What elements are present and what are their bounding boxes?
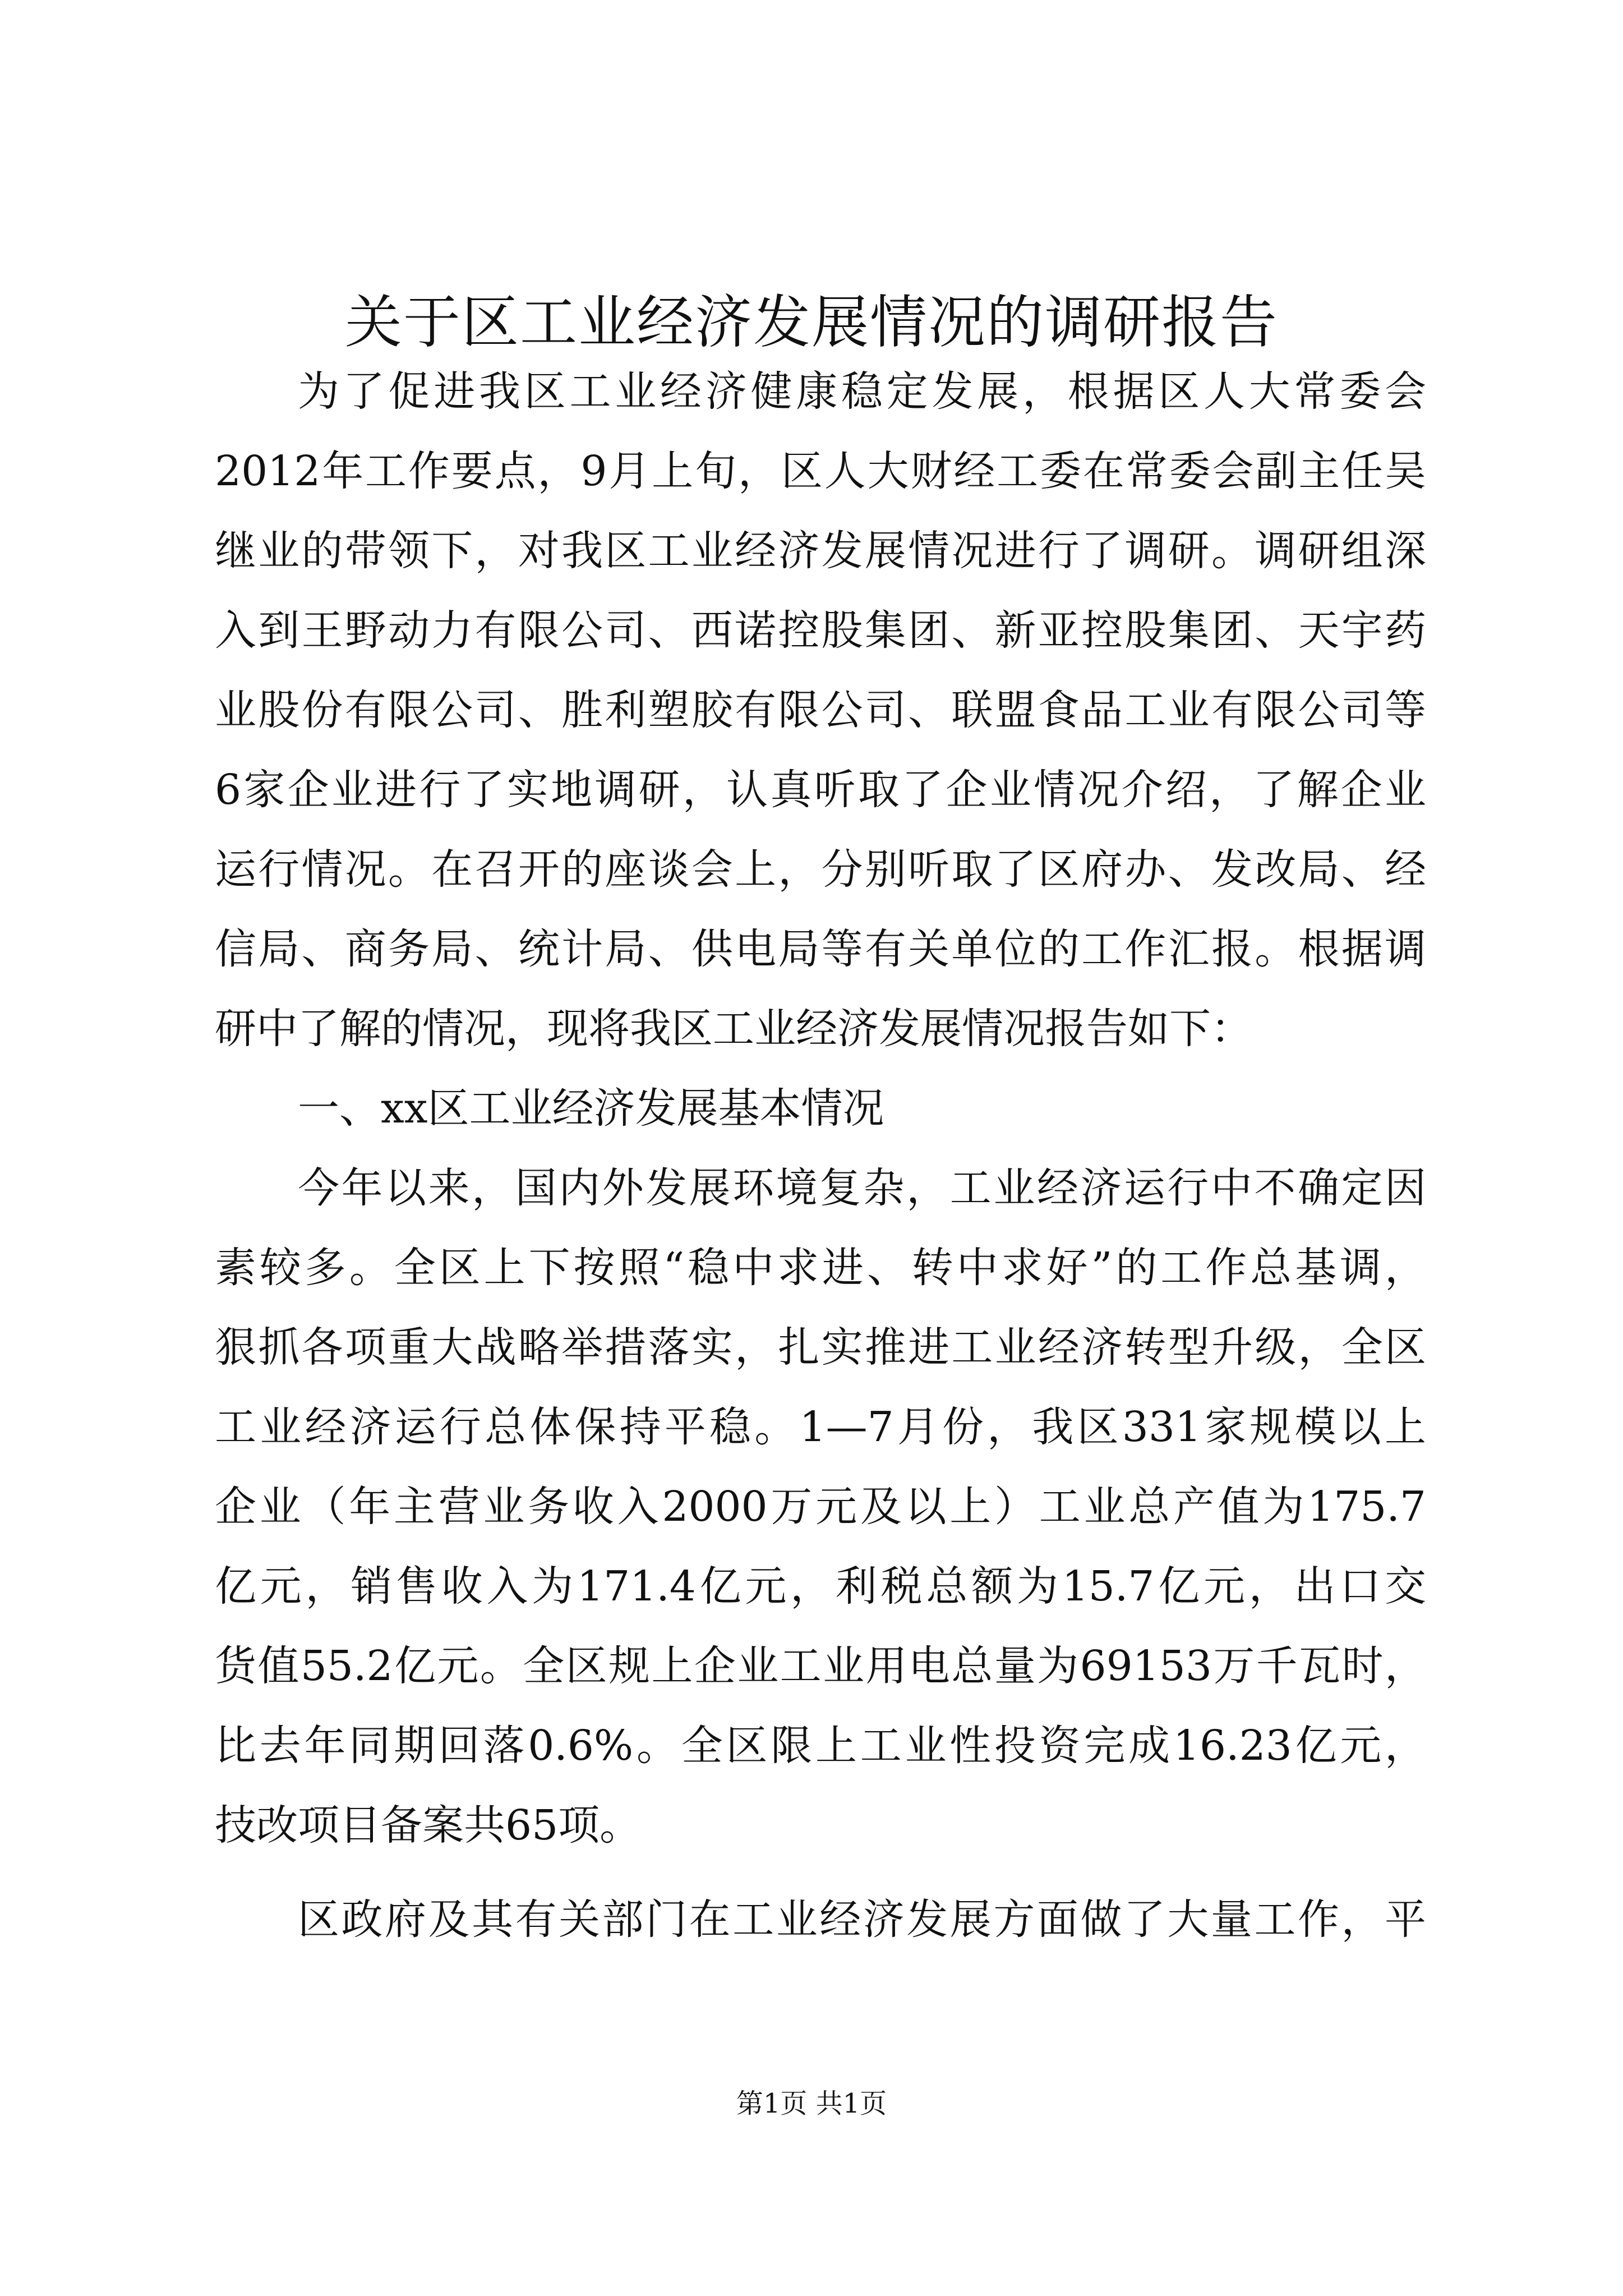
page-footer: 第1页 共1页 (736, 2088, 887, 2119)
paragraph-2-line-2: 素较多。全区上下按照“稳中求进、转中求好”的工作总基调， (215, 1244, 1426, 1292)
paragraph-1-line-4: 入到王野动力有限公司、西诺控股集团、新亚控股集团、天宇药 (215, 606, 1426, 655)
paragraph-2-line-6: 亿元，销售收入为171.4亿元，利税总额为15.7亿元，出口交 (215, 1562, 1426, 1611)
paragraph-2-line-7: 货值55.2亿元。全区规上企业工业用电总量为69153万千瓦时， (215, 1642, 1426, 1690)
paragraph-2-line-3: 狠抓各项重大战略举措落实，扎实推进工业经济转型升级，全区 (215, 1323, 1426, 1372)
paragraph-1-line-1: 为了促进我区工业经济健康稳定发展，根据区人大常委会 (298, 367, 1426, 416)
paragraph-2-line-8: 比去年同期回落0.6%。全区限上工业性投资完成16.23亿元， (215, 1722, 1426, 1770)
paragraph-2-line-5: 企业（年主营业务收入2000万元及以上）工业总产值为175.7 (215, 1483, 1426, 1531)
paragraph-1-line-2: 2012年工作要点，9月上旬，区人大财经工委在常委会副主任吴 (215, 447, 1426, 495)
paragraph-2-line-4: 工业经济运行总体保持平稳。1—7月份，我区331家规模以上 (215, 1403, 1426, 1451)
document-title: 关于区工业经济发展情况的调研报告 (345, 289, 1278, 356)
paragraph-1-line-6: 6家企业进行了实地调研，认真听取了企业情况介绍，了解企业 (215, 766, 1426, 814)
paragraph-1-line-8: 信局、商务局、统计局、供电局等有关单位的工作汇报。根据调 (215, 925, 1426, 973)
paragraph-2-line-9: 技改项目备案共65项。 (215, 1801, 642, 1849)
paragraph-2-line-1: 今年以来，国内外发展环境复杂，工业经济运行中不确定因 (298, 1164, 1426, 1212)
paragraph-1-line-3: 继业的带领下，对我区工业经济发展情况进行了调研。调研组深 (215, 527, 1426, 575)
paragraph-1-line-5: 业股份有限公司、胜利塑胶有限公司、联盟食品工业有限公司等 (215, 686, 1426, 734)
paragraph-1-line-7: 运行情况。在召开的座谈会上，分别听取了区府办、发改局、经 (215, 845, 1426, 894)
section-heading-1: 一、xx区工业经济发展基本情况 (298, 1084, 884, 1133)
paragraph-1-line-9: 研中了解的情况，现将我区工业经济发展情况报告如下： (215, 1005, 1252, 1053)
paragraph-3-line-1: 区政府及其有关部门在工业经济发展方面做了大量工作，平 (298, 1895, 1426, 1944)
document-body (215, 352, 1426, 1959)
